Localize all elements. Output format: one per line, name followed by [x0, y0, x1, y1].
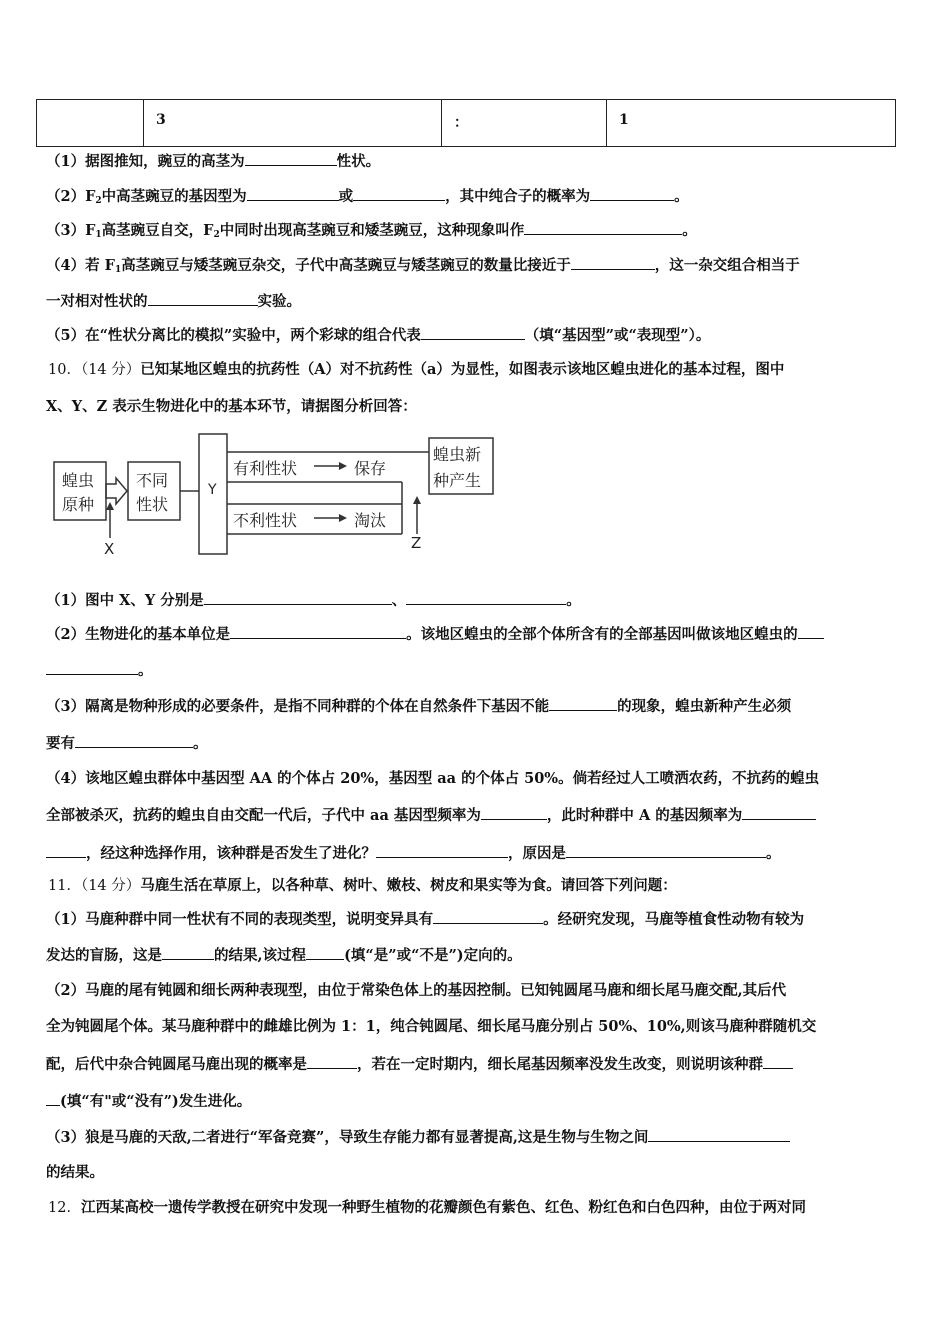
new-species-label-1: 蝗虫新	[433, 445, 482, 464]
q9-3: $(3)F_1$高茎豌豆自交，$F_2$中同时出现高茎豌豆和矮茎豌豆，这种现象叫作 。	[46, 222, 697, 240]
answer-blank[interactable]	[247, 186, 339, 201]
answer-blank[interactable]	[648, 1127, 790, 1142]
answer-blank[interactable]	[524, 220, 682, 235]
answer-blank[interactable]	[421, 325, 525, 340]
answer-blank[interactable]	[742, 805, 816, 820]
answer-blank[interactable]	[46, 1091, 60, 1106]
q10-2a: （2）生物进化的基本单位是 。该地区蝗虫的全部个体所含有的全部基因叫做该地区蝗虫的	[46, 624, 824, 645]
q11-2b: 全为钝圆尾个体。某马鹿种群中的雌雄比例为 1：1，纯合钝圆尾、细长尾马鹿分别占 50%、10%,则该马鹿种群随机交	[46, 1018, 817, 1035]
answer-blank[interactable]	[481, 805, 547, 820]
x-label: X	[104, 540, 115, 558]
x-arrowhead	[106, 502, 114, 510]
q12-heading: 12．江西某高校一遗传学教授在研究中发现一种野生植物的花瓣颜色有紫色、红色、粉红色和白色四种，由位于两对同	[48, 1199, 806, 1216]
answer-blank[interactable]	[433, 909, 543, 924]
answer-blank[interactable]	[204, 590, 392, 605]
answer-blank[interactable]	[230, 624, 406, 639]
traits-label-2: 性状	[136, 495, 169, 514]
q11-3b: 的结果。	[46, 1164, 104, 1181]
new-species-label-2: 种产生	[433, 471, 482, 490]
z-label: Z	[411, 534, 422, 552]
answer-blank[interactable]	[590, 186, 674, 201]
q10-4a: （4）该地区蝗虫群体中基因型 AA 的个体占 20%，基因型 aa 的个体占 50%。倘若经过人工喷洒农药，不抗药的蝗虫	[46, 770, 820, 787]
q9-5: （5）在“性状分离比的模拟”实验中，两个彩球的组合代表 （填“基因型”或“表现型”）。	[46, 327, 711, 344]
eliminated: 淘汰	[354, 511, 387, 530]
table-cell	[37, 100, 144, 147]
y-label: Y	[208, 482, 217, 498]
q11-3a: （3）狼是马鹿的天敌,二者进行“军备竞赛”，导致生存能力都有显著提高,这是生物与生物之间	[46, 1127, 790, 1148]
keep-arrowhead	[339, 462, 347, 470]
table-cell: ：	[442, 100, 607, 147]
hollow-arrow	[106, 478, 127, 504]
q10-3a: （3）隔离是物种形成的必要条件，是指不同种群的个体在自然条件下基因不能 的现象，蝗虫新种产生必须	[46, 698, 792, 715]
table-cell: 3	[144, 100, 442, 147]
q10-2b: 。	[46, 660, 153, 681]
z-arrowhead	[413, 496, 421, 504]
q9-4b: 一对相对性状的 实验。	[46, 293, 301, 310]
q11-2c: 配，后代中杂合钝圆尾马鹿出现的概率是 ，若在一定时期内，细长尾基因频率没发生改变，则说明该种群	[46, 1054, 793, 1075]
answer-blank[interactable]	[307, 1054, 357, 1069]
evolution-diagram	[52, 430, 502, 560]
original-species-label-1: 蝗虫	[62, 471, 95, 490]
answer-blank[interactable]	[566, 843, 766, 858]
original-species-label-2: 原种	[62, 495, 95, 514]
q10-heading: 10．（14 分）已知某地区蝗虫的抗药性（A）对不抗药性（a）为显性，如图表示该地区蝗虫进化的基本过程，图中	[48, 361, 785, 378]
answer-blank[interactable]	[763, 1054, 793, 1069]
q10-3b: 要有 。	[46, 735, 208, 752]
answer-blank[interactable]	[162, 945, 214, 960]
answer-blank[interactable]	[376, 843, 508, 858]
answer-blank[interactable]	[798, 624, 824, 639]
traits-label-1: 不同	[136, 471, 169, 490]
answer-blank[interactable]	[353, 186, 445, 201]
q11-2a: （2）马鹿的尾有钝圆和细长两种表现型，由位于常染色体上的基因控制。已知钝圆尾马鹿和细长尾马鹿交配,其后代	[46, 982, 787, 999]
answer-blank[interactable]	[148, 291, 258, 306]
answer-blank[interactable]	[571, 255, 655, 270]
answer-blank[interactable]	[549, 696, 617, 711]
q11-heading: 11．（14 分）马鹿生活在草原上，以各种草、树叶、嫩枝、树皮和果实等为食。请回答下列问题：	[48, 877, 677, 894]
favorable-traits: 有利性状	[233, 459, 298, 478]
q10-4b: 全部被杀灭，抗药的蝗虫自由交配一代后，子代中 aa 基因型频率为 ，此时种群中 A 的基因频率为	[46, 805, 816, 826]
answer-blank[interactable]	[75, 733, 193, 748]
q9-4a: （4）若 $F_1$高茎豌豆与矮茎豌豆杂交，子代中高茎豌豆与矮茎豌豆的数量比接近于 ，这一杂交组合相当于	[46, 257, 800, 275]
preserved: 保存	[354, 459, 387, 478]
q11-2d: (填“有"或“没有”)发生进化。	[46, 1091, 251, 1112]
table-cell: 1	[607, 100, 896, 147]
answer-blank[interactable]	[46, 660, 138, 675]
q11-1b: 发达的盲肠，这是 的结果,该过程 (填“是”或“不是”)定向的。	[46, 947, 522, 964]
answer-blank[interactable]	[406, 590, 566, 605]
q10-1: （1）图中 X、Y 分别是 、 。	[46, 592, 581, 609]
q9-2: $(2)F_2$中高茎豌豆的基因型为 或 ，其中纯合子的概率为 。	[46, 188, 689, 206]
unfavorable-traits: 不利性状	[233, 511, 298, 530]
q11-1a: （1）马鹿种群中同一性状有不同的表现类型，说明变异具有 。经研究发现，马鹿等植食性动物有较为	[46, 911, 805, 928]
table-row	[37, 100, 896, 147]
elim-arrowhead	[339, 514, 347, 522]
q9-1: （1）据图推知，豌豆的高茎为 性状。	[46, 153, 381, 170]
answer-blank[interactable]	[306, 945, 344, 960]
answer-blank[interactable]	[46, 843, 86, 858]
ratio-table	[36, 99, 896, 147]
q10-4c: ，经这种选择作用，该种群是否发生了进化？ ，原因是 。	[46, 843, 781, 864]
answer-blank[interactable]	[245, 151, 337, 166]
q10-heading-2: X、Y、Z 表示生物进化中的基本环节，请据图分析回答：	[46, 398, 417, 415]
